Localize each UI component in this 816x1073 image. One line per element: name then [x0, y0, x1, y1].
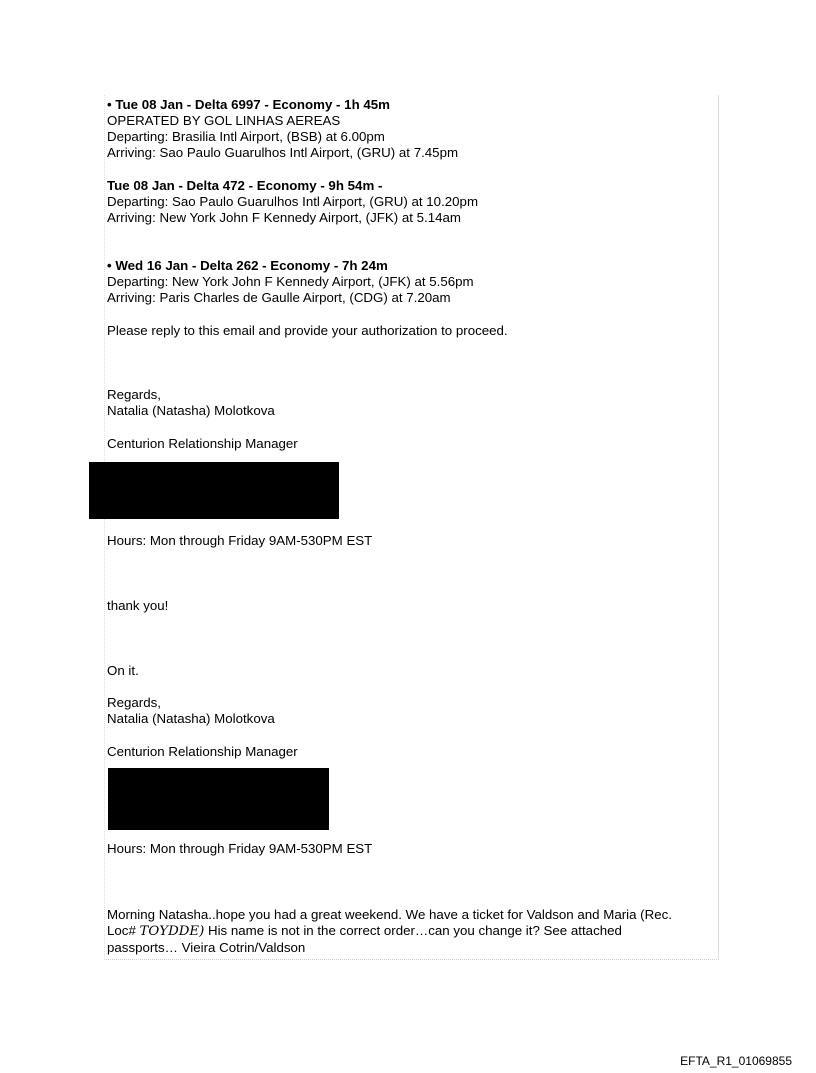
redaction-block-2	[108, 768, 329, 830]
segment-3-arriving: Arriving: Paris Charles de Gaulle Airport, (CDG) at 7.20am	[107, 290, 451, 305]
signature-2-name: Natalia (Natasha) Molotkova	[107, 711, 275, 726]
segment-1-header: • Tue 08 Jan - Delta 6997 - Economy - 1h 45m	[107, 97, 391, 112]
segment-2-departing: Departing: Sao Paulo Guarulhos Intl Airport, (GRU) at 10.20pm	[107, 194, 479, 209]
morning-line-2-post: His name is not in the correct order…can you change it? See attached	[204, 923, 622, 938]
signature-1-title: Centurion Relationship Manager	[107, 436, 298, 451]
authorization-text: Please reply to this email and provide your authorization to proceed.	[107, 323, 508, 338]
segment-2-arriving: Arriving: New York John F Kennedy Airport, (JFK) at 5.14am	[107, 210, 462, 225]
segment-1-departing: Departing: Brasilia Intl Airport, (BSB) at 6.00pm	[107, 129, 385, 144]
signature-1-regards: Regards,	[107, 387, 161, 402]
morning-line-2	[107, 923, 622, 940]
document-id: EFTA_R1_01069855	[680, 1054, 792, 1068]
morning-line-2-pre: Loc#	[107, 923, 140, 938]
segment-1-arriving: Arriving: Sao Paulo Guarulhos Intl Airport, (GRU) at 7.45pm	[107, 145, 459, 160]
signature-2-title: Centurion Relationship Manager	[107, 744, 298, 759]
segment-3-departing: Departing: New York John F Kennedy Airport, (JFK) at 5.56pm	[107, 274, 474, 289]
signature-1-hours: Hours: Mon through Friday 9AM-530PM EST	[107, 533, 373, 548]
signature-1-name: Natalia (Natasha) Molotkova	[107, 403, 275, 418]
onit-text: On it.	[107, 663, 139, 678]
redaction-block-1	[89, 462, 339, 519]
record-locator: TOYDDE)	[139, 924, 205, 939]
morning-line-3: passports… Vieira Cotrin/Valdson	[107, 940, 306, 955]
segment-2-header: Tue 08 Jan - Delta 472 - Economy - 9h 54m -	[107, 178, 383, 193]
segment-1-operated: OPERATED BY GOL LINHAS AEREAS	[107, 113, 341, 128]
thanks-text: thank you!	[107, 598, 169, 613]
morning-line-1: Morning Natasha..hope you had a great weekend. We have a ticket for Valdson and Maria (Rec.	[107, 907, 672, 922]
segment-3-header: • Wed 16 Jan - Delta 262 - Economy - 7h 24m	[107, 258, 388, 273]
signature-2-hours: Hours: Mon through Friday 9AM-530PM EST	[107, 841, 373, 856]
signature-2-regards: Regards,	[107, 695, 161, 710]
